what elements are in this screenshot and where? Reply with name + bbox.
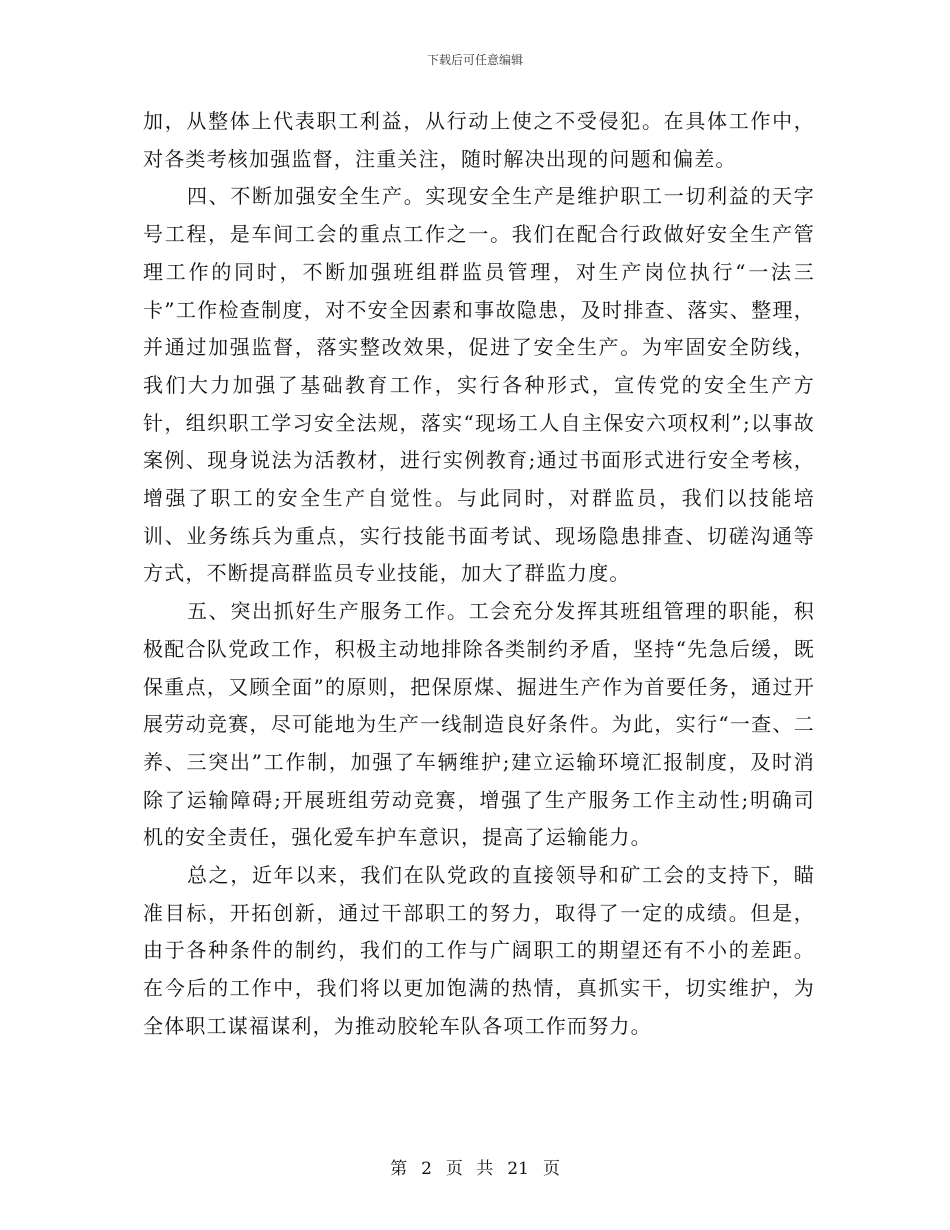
page-footer [0,1154,950,1179]
paragraph-continuation: 加，从整体上代表职工利益，从行动上使之不受侵犯。在具体工作中，对各类考核加强监督，注重关注，随时解决出现的问题和偏差。 [143,109,815,171]
footer-label-gong: 共 [476,1159,494,1179]
paragraph-production-service: 五、突出抓好生产服务工作。工会充分发挥其班组管理的职能，积极配合队党政工作，积极主动地排除各类制约矛盾，坚持“先急后缓，既保重点，又顾全面”的原则，把保原煤、掘进生产作为首要任务，通过开展劳动竞赛，尽可能地为生产一线制造良好条件。为此，实行“一查、二养、三突出”工作制，加强了车辆维护;建立运输环境汇报制度，及时消除了运输障碍;开展班组劳动竞赛，增强了生产服务工作主动性;明确司机的安全责任，强化爱车护车意识，提高了运输能力。 [143,599,815,850]
paragraph-summary: 总之，近年以来，我们在队党政的直接领导和矿工会的支持下，瞄准目标，开拓创新，通过干部职工的努力，取得了一定的成绩。但是，由于各种条件的制约，我们的工作与广阔职工的期望还有不小的差距。在今后的工作中，我们将以更加饱满的热情，真抓实干，切实维护，为全体职工谋福谋利，为推动胶轮车队各项工作而努力。 [143,863,815,1038]
document-body [143,103,815,1046]
footer-current-page: 2 [421,1159,432,1179]
footer-label-ye: 页 [445,1159,463,1179]
footer-label-di: 第 [390,1159,408,1179]
footer-label-ye-2: 页 [542,1159,560,1179]
footer-total-pages: 21 [507,1159,529,1179]
page-header: 下载后可任意编辑 [426,53,523,67]
paragraph-safety-production: 四、不断加强安全生产。实现安全生产是维护职工一切利益的天字号工程，是车间工会的重点工作之一。我们在配合行政做好安全生产管理工作的同时，不断加强班组群监员管理，对生产岗位执行“一法三卡”工作检查制度，对不安全因素和事故隐患，及时排查、落实、整理，并通过加强监督，落实整改效果，促进了安全生产。为牢固安全防线，我们大力加强了基础教育工作，实行各种形式，宣传党的安全生产方针，组织职工学习安全法规，落实“现场工人自主保安六项权利”;以事故案例、现身说法为活教材，进行实例教育;通过书面形式进行安全考核，增强了职工的安全生产自觉性。与此同时，对群监员，我们以技能培训、业务练兵为重点，实行技能书面考试、现场隐患排查、切磋沟通等方式，不断提高群监员专业技能，加大了群监力度。 [143,184,815,586]
